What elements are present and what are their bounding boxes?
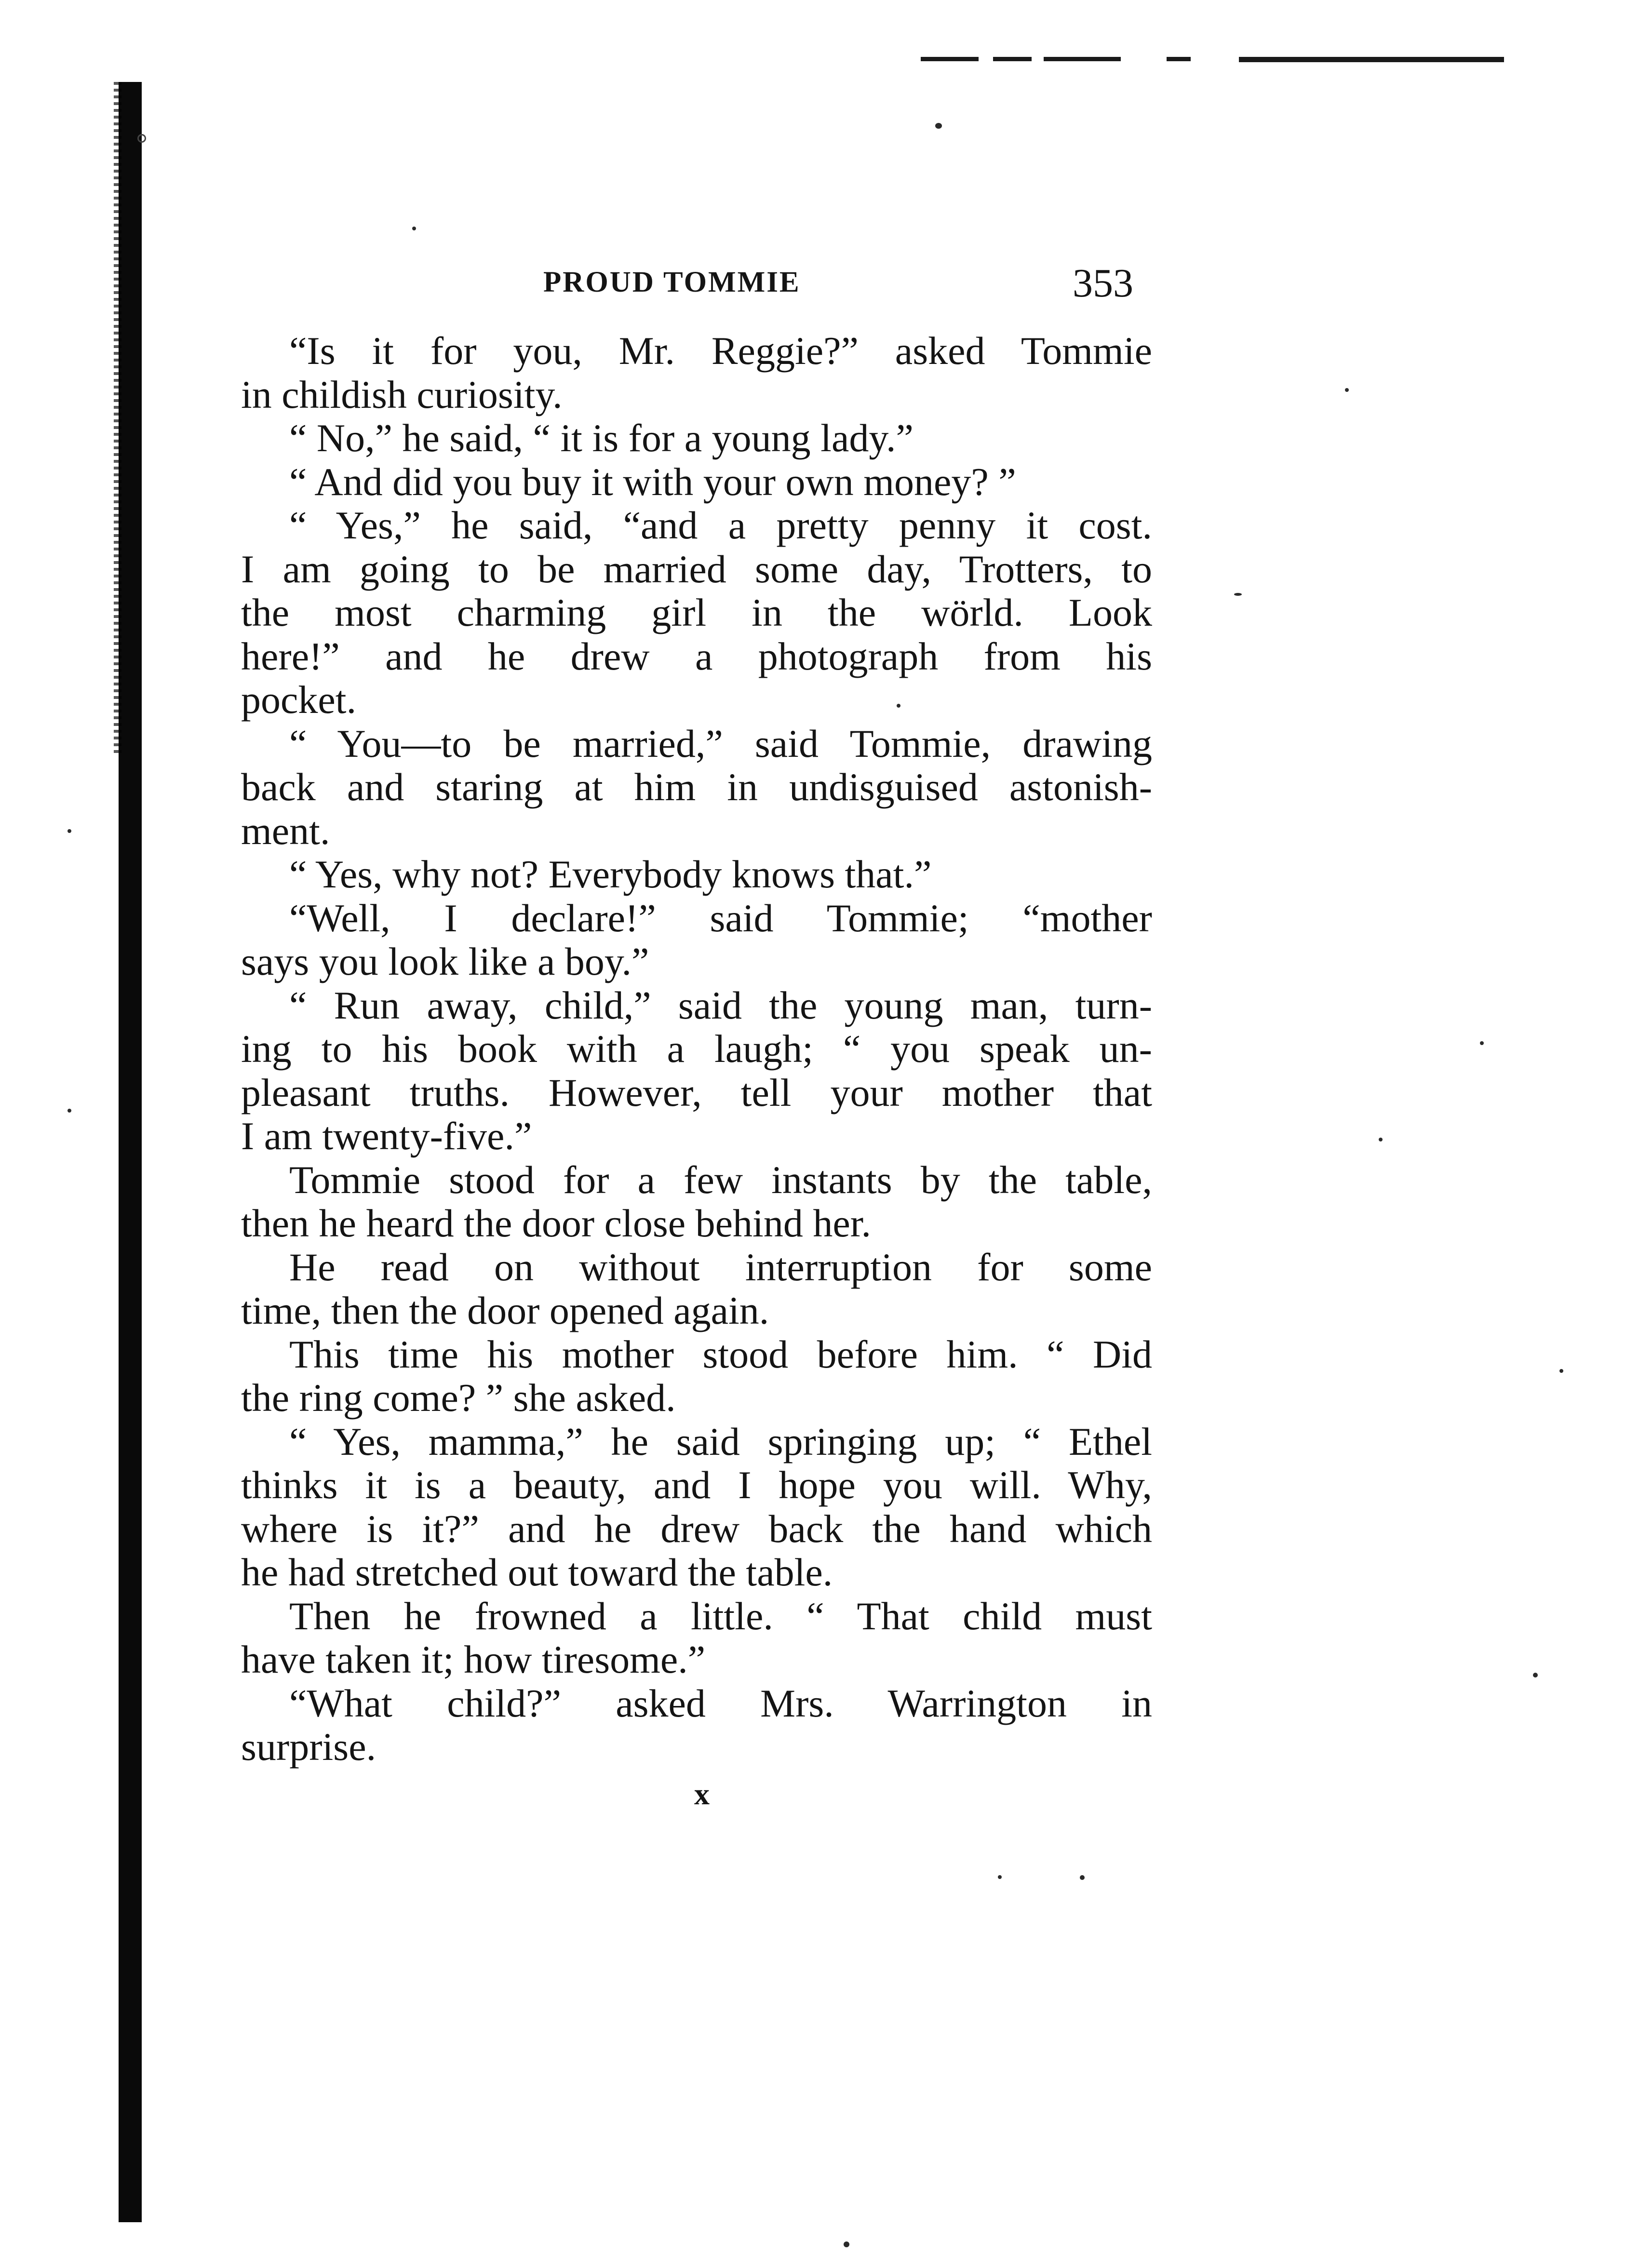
scan-speck xyxy=(67,1109,71,1113)
text-line: says you look like a boy.” xyxy=(241,939,649,983)
text-line: I am twenty-five.” xyxy=(241,1114,532,1158)
scan-speck xyxy=(1480,1041,1484,1045)
scan-mark xyxy=(1167,57,1191,61)
text-line: have taken it; how tiresome.” xyxy=(241,1637,706,1681)
scan-speck xyxy=(844,2241,849,2247)
body-text xyxy=(241,329,1152,1769)
binding-shadow xyxy=(119,82,142,2222)
scan-speck xyxy=(1379,1138,1383,1141)
text-line: here!” and he drew a photograph from his xyxy=(241,634,1152,678)
text-line: “What child?” asked Mrs. Warrington in xyxy=(289,1681,1152,1725)
text-line: “ And did you buy it with your own money? ” xyxy=(289,459,1016,504)
scan-speck xyxy=(1234,593,1242,596)
text-line: pleasant truths. However, tell your mother that xyxy=(241,1070,1152,1114)
text-line: back and staring at him in undisguised astonish- xyxy=(241,765,1152,809)
text-line: Tommie stood for a few instants by the table, xyxy=(289,1157,1152,1202)
text-line: ing to his book with a laugh; “ you speak un- xyxy=(241,1027,1152,1071)
scan-speck xyxy=(1345,388,1349,392)
text-line: pocket. xyxy=(241,678,357,722)
text-line: “ Yes, mamma,” he said springing up; “ Ethel xyxy=(289,1419,1152,1463)
scan-mark xyxy=(1044,57,1121,61)
text-line: in childish curiosity. xyxy=(241,372,563,416)
text-line: Then he frowned a little. “ That child must xyxy=(289,1594,1152,1638)
text-line: “ Run away, child,” said the young man, turn- xyxy=(289,983,1152,1027)
binding-fringe xyxy=(114,82,121,757)
text-line: “ Yes,” he said, “and a pretty penny it cost. xyxy=(289,503,1152,547)
text-line: “Is it for you, Mr. Reggie?” asked Tommie xyxy=(289,329,1152,373)
text-line: the ring come? ” she asked. xyxy=(241,1376,676,1420)
scan-mark xyxy=(921,57,979,61)
text-line: where is it?” and he drew back the hand which xyxy=(241,1506,1152,1551)
scan-speck xyxy=(1080,1875,1085,1880)
text-line: thinks it is a beauty, and I hope you will. Why, xyxy=(241,1463,1152,1507)
text-line: He read on without interruption for some xyxy=(289,1245,1152,1289)
running-head: PROUD TOMMIE xyxy=(543,266,801,298)
text-line: the most charming girl in the wörld. Look xyxy=(241,590,1152,634)
text-line: time, then the door opened again. xyxy=(241,1288,769,1332)
text-line: “ No,” he said, “ it is for a young lady.” xyxy=(289,416,914,460)
text-line: then he heard the door close behind her. xyxy=(241,1201,871,1245)
text-line: I am going to be married some day, Trotters, to xyxy=(241,547,1152,591)
scan-speck xyxy=(1533,1673,1538,1678)
scan-speck xyxy=(137,134,146,143)
scan-speck xyxy=(935,123,942,129)
text-line: “ Yes, why not? Everybody knows that.” xyxy=(289,852,932,896)
scan-speck xyxy=(1559,1369,1563,1373)
scan-mark xyxy=(1239,57,1504,62)
signature-mark: x xyxy=(694,1777,710,1811)
scan-speck xyxy=(412,227,416,230)
text-line: “Well, I declare!” said Tommie; “mother xyxy=(289,896,1152,940)
text-line: “ You—to be married,” said Tommie, drawing xyxy=(289,721,1152,765)
page-number: 353 xyxy=(1073,261,1133,306)
text-line: This time his mother stood before him. “ Did xyxy=(289,1332,1152,1376)
text-line: ment. xyxy=(241,808,330,853)
text-line: he had stretched out toward the table. xyxy=(241,1550,833,1594)
text-line: surprise. xyxy=(241,1725,376,1769)
scan-speck xyxy=(67,829,71,833)
scan-speck xyxy=(998,1875,1002,1879)
scan-mark xyxy=(993,57,1032,61)
